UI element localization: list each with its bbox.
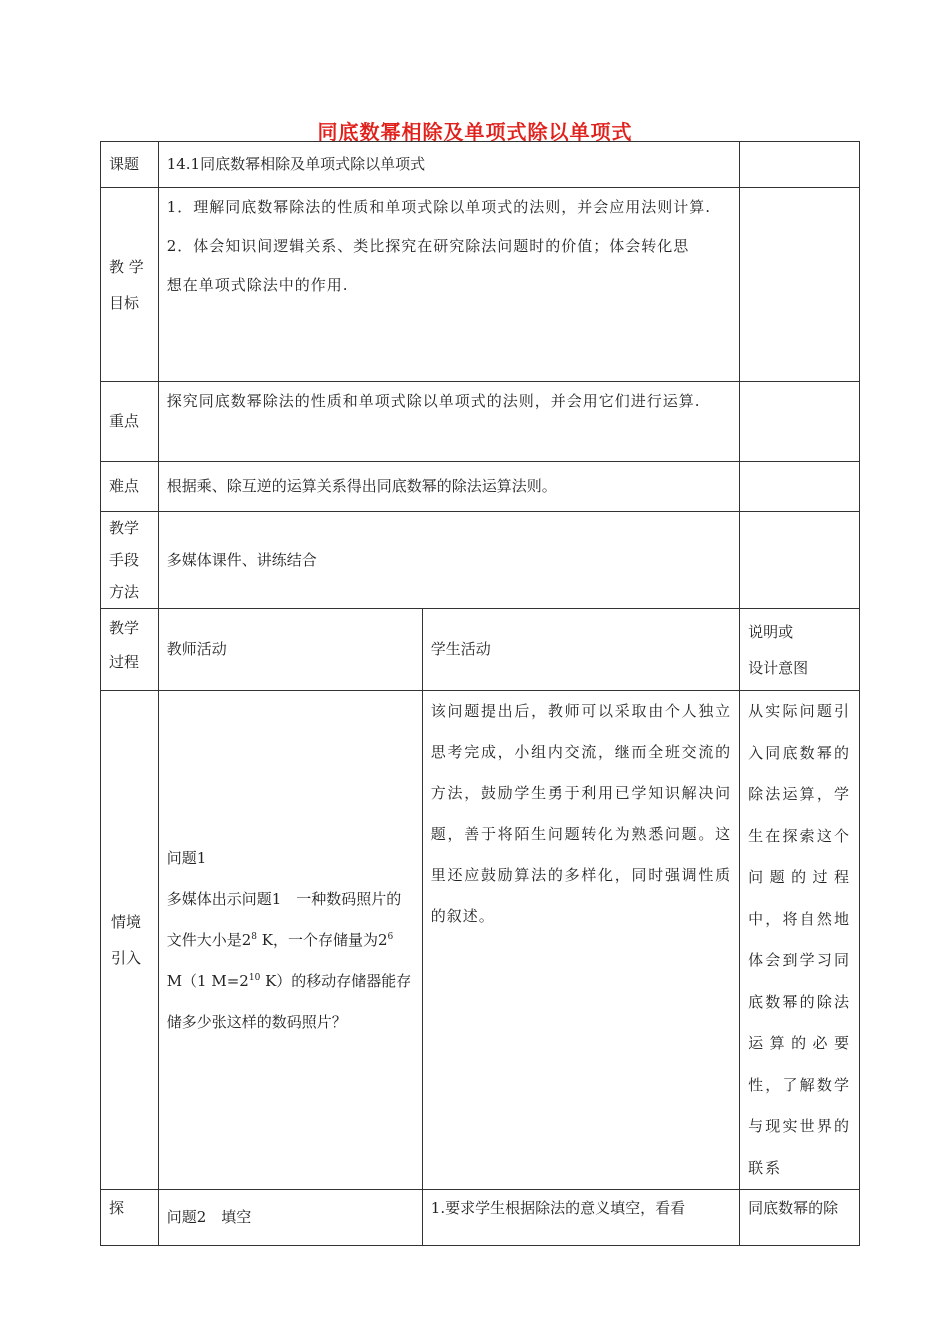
explore-label: 探 (101, 1190, 159, 1246)
difficulty-row (101, 462, 860, 512)
methods-value: 多媒体课件、讲练结合 (158, 512, 739, 609)
explore-student: 1.要求学生根据除法的意义填空，看看 (422, 1190, 739, 1246)
key-row (101, 382, 860, 462)
key-label: 重点 (101, 382, 159, 462)
explore-teacher: 问题2 填空 (158, 1190, 422, 1246)
goals-value (158, 188, 739, 382)
process-label: 教学过程 (101, 609, 159, 691)
topic-value: 14.1同底数幂相除及单项式除以单项式 (158, 142, 739, 188)
topic-label: 课题 (101, 142, 159, 188)
design-note-line1: 说明或 (748, 622, 794, 641)
intro-label: 情境引入 (101, 691, 159, 1190)
goals-label-line1: 教 学 (109, 257, 144, 276)
key-value: 探究同底数幂除法的性质和单项式除以单项式的法则，并会用它们进行运算. (158, 382, 739, 462)
goals-row (101, 188, 860, 382)
goals-line3: 想在单项式除法中的作用. (166, 276, 349, 294)
teacher-activity-header: 教师活动 (158, 609, 422, 691)
student-activity-header: 学生活动 (422, 609, 739, 691)
question1-title: 问题1 (166, 848, 207, 867)
intro-row (101, 691, 860, 1190)
design-note-line2: 设计意图 (748, 658, 809, 677)
goals-label (101, 188, 159, 382)
topic-row (101, 142, 860, 188)
difficulty-value: 根据乘、除互逆的运算关系得出同底数幂的除法运算法则。 (158, 462, 739, 512)
methods-row (101, 512, 860, 609)
lesson-plan-table (100, 141, 860, 1246)
process-header-row (101, 609, 860, 691)
goals-label-line2: 目标 (109, 293, 140, 312)
explore-note: 同底数幂的除 (740, 1190, 860, 1246)
design-note-header (740, 609, 860, 691)
explore-row (101, 1190, 860, 1246)
intro-student: 该问题提出后，教师可以采取由个人独立思考完成，小组内交流，继而全班交流的方法，鼓励学生勇于利用已学知识解决问题，善于将陌生问题转化为熟悉问题。这里还应鼓励算法的多样化，同时强调性质的叙述。 (422, 691, 739, 1190)
methods-label: 教学手段方法 (101, 512, 159, 609)
question1-text: 多媒体出示问题1 一种数码照片的文件大小是$2^8$ K，一个存储量为$2^6$ M（1 $M=2^{10}$ K）的移动存储器能存储多少张这样的数码照片？ (166, 889, 412, 1031)
difficulty-label: 难点 (101, 462, 159, 512)
intro-teacher (158, 691, 422, 1190)
intro-note: 从实际问题引入同底数幂的除法运算，学生在探索这个问题的过程中，将自然地体会到学习同底数幂的除法运算的必要性，了解数学与现实世界的联系 (740, 691, 860, 1190)
goals-line1: 1．理解同底数幂除法的性质和单项式除以单项式的法则，并会应用法则计算. (166, 198, 712, 216)
document-title: 同底数幂相除及单项式除以单项式 (317, 120, 633, 144)
goals-line2: 2．体会知识间逻辑关系、类比探究在研究除法问题时的价值；体会转化思 (166, 237, 690, 255)
